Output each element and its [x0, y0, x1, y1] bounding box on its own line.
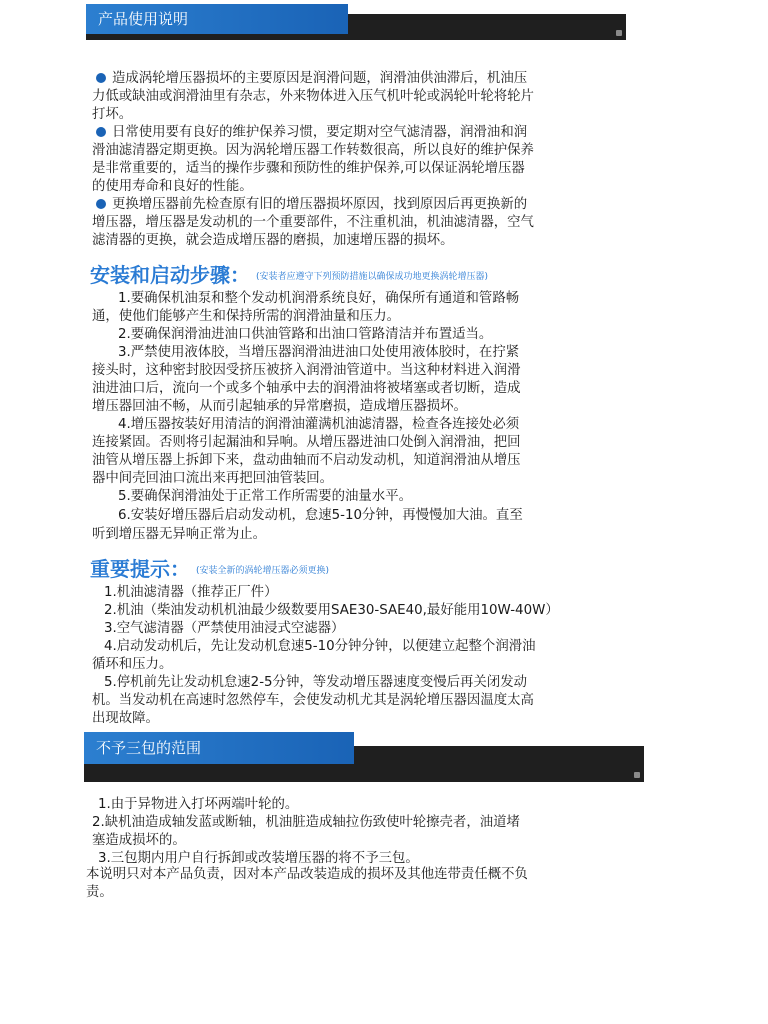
step-line: 器中间壳回油口流出来再把回油管装回。 — [92, 471, 334, 486]
paragraph-line: 力低或缺油或润滑油里有杂志，外来物体进入压气机叶轮或涡轮叶轮将轮片 — [92, 89, 534, 104]
disclaimer-line: 本说明只对本产品负责，因对本产品改装造成的损坏及其他连带责任概不负 — [86, 867, 528, 882]
heading-note: (安装全新的涡轮增压器必须更换) — [196, 566, 330, 576]
heading-title: 安装和启动步骤： — [90, 263, 250, 287]
paragraph-line: 打坏。 — [92, 107, 133, 122]
exclusion-line: 1.由于异物进入打坏两端叶轮的。 — [98, 797, 299, 812]
step-line: 2.要确保润滑油进油口供油管路和出油口管路清洁并布置适当。 — [118, 327, 493, 342]
step-line: 3.严禁使用液体胶，当增压器润滑油进油口处使用液体胶时，在拧紧 — [118, 345, 520, 360]
tip-line: 5.停机前先让发动机怠速2-5分钟，等发动增压器速度变慢后再关闭发动 — [104, 675, 527, 690]
tip-line: 2.机油（柴油发动机机油最少级数要用SAE30-SAE40,最好能用10W-40W） — [104, 603, 559, 618]
paragraph-line: 滤清器的更换，就会造成增压器的磨损，加速增压器的损坏。 — [92, 233, 454, 248]
exclusion-line: 塞造成损坏的。 — [92, 833, 186, 848]
step-line: 油进油口后，流向一个或多个轴承中去的润滑油将被堵塞或者切断，造成 — [92, 381, 521, 396]
heading-important-tips — [90, 553, 329, 582]
step-line: 接头时，这种密封胶因受挤压被挤入润滑油管道中。当这种材料进入润滑 — [92, 363, 521, 378]
banner-exclusions — [84, 732, 644, 782]
banner-corner-mark — [634, 772, 640, 778]
banner-title: 产品使用说明 — [86, 4, 348, 34]
heading-title: 重要提示： — [90, 557, 190, 581]
step-line: 5.要确保润滑油处于正常工作所需要的油量水平。 — [118, 489, 412, 504]
paragraph-line: 的使用寿命和良好的性能。 — [92, 179, 253, 194]
step-line: 油管从增压器上拆卸下来，盘动曲轴而不启动发动机，知道润滑油从增压 — [92, 453, 521, 468]
tip-line: 出现故障。 — [92, 711, 159, 726]
bullet-icon — [96, 127, 106, 137]
banner-product-instructions — [86, 4, 626, 40]
paragraph-line: 是非常重要的，适当的操作步骤和预防性的维护保养,可以保证涡轮增压器 — [92, 161, 525, 176]
step-line: 通，使他们能够产生和保持所需的润滑油量和压力。 — [92, 309, 400, 324]
tip-line: 机。当发动机在高速时忽然停车，会使发动机尤其是涡轮增压器因温度太高 — [92, 693, 534, 708]
step-line: 6.安装好增压器后启动发动机，怠速5-10分钟，再慢慢加大油。直至 — [118, 508, 523, 523]
banner-title: 不予三包的范围 — [84, 732, 354, 764]
exclusion-line: 2.缺机油造成轴发蓝或断轴，机油脏造成轴拉伤致使叶轮擦壳者，油道堵 — [92, 815, 520, 830]
tip-line: 4.启动发动机后，先让发动机怠速5-10分钟分钟，以便建立起整个润滑油 — [104, 639, 536, 654]
step-line: 增压器回油不畅，从而引起轴承的异常磨损，造成增压器损坏。 — [92, 399, 467, 414]
paragraph-line: 日常使用要有良好的维护保养习惯，要定期对空气滤清器，润滑油和润 — [96, 124, 527, 142]
paragraph-line: 增压器，增压器是发动机的一个重要部件，不注重机油，机油滤清器，空气 — [92, 215, 534, 230]
paragraph-line: 造成涡轮增压器损坏的主要原因是润滑问题，润滑油供油滞后，机油压 — [96, 70, 527, 88]
step-line: 听到增压器无异响正常为止。 — [92, 527, 267, 542]
bullet-icon — [96, 199, 106, 209]
tip-line: 3.空气滤清器（严禁使用油浸式空滤器） — [104, 621, 345, 636]
paragraph-line: 滑油滤清器定期更换。因为涡轮增压器工作转数很高，所以良好的维护保养 — [92, 143, 534, 158]
paragraph-line: 更换增压器前先检查原有旧的增压器损坏原因，找到原因后再更换新的 — [96, 196, 527, 214]
step-line: 4.增压器按装好用清洁的润滑油灌满机油滤清器，检查各连接处必须 — [118, 417, 520, 432]
exclusion-line: 3.三包期内用户自行拆卸或改装增压器的将不予三包。 — [98, 851, 419, 866]
disclaimer-line: 责。 — [86, 885, 113, 900]
banner-corner-mark — [616, 30, 622, 36]
heading-install-steps — [90, 259, 488, 288]
bullet-icon — [96, 73, 106, 83]
step-line: 1.要确保机油泵和整个发动机润滑系统良好，确保所有通道和管路畅 — [118, 291, 520, 306]
tip-line: 循环和压力。 — [92, 657, 173, 672]
heading-note: (安装者应遵守下列预防措施以确保成功地更换涡轮增压器) — [256, 272, 489, 282]
tip-line: 1.机油滤清器（推荐正厂件） — [104, 585, 278, 600]
step-line: 连接紧固。否则将引起漏油和异响。从增压器进油口处倒入润滑油，把回 — [92, 435, 521, 450]
